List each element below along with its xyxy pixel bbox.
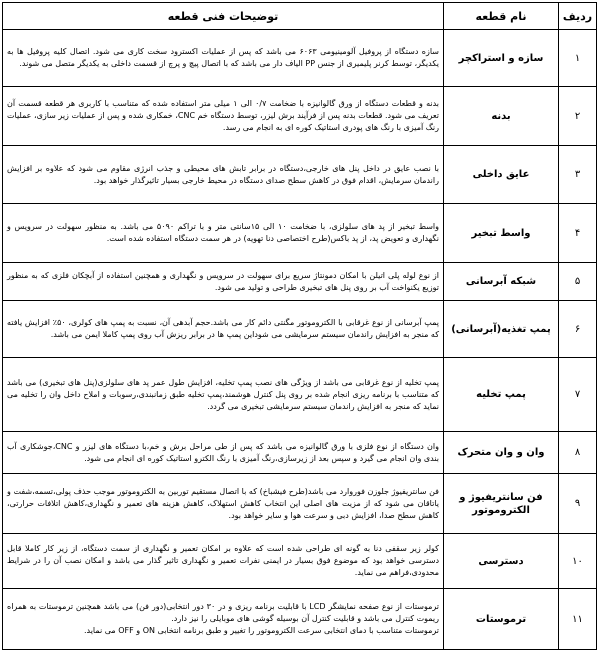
part-description: واسط تبخیر از پد های سلولزی، با ضخامت ۱۰ الی ۱۵سانتی متر و با تراکم ۵۰۹۰ می باشد. به منظور سهولت در سرویس و نگهداری و تعویض پد، از پد باکس(طرح اختصاصی دنا تهویه) در هر سمت دستگاه استفاده شده است. — [3, 204, 444, 263]
spec-table-container — [2, 2, 596, 656]
part-name: شبکه آبرسانی — [444, 263, 559, 301]
table-row — [3, 358, 597, 432]
table-row — [3, 432, 597, 474]
row-number: ۱۱ — [559, 589, 597, 650]
table-row — [3, 263, 597, 301]
row-number: ۶ — [559, 301, 597, 358]
part-description: پمپ تخلیه از نوع غرقابی می باشد از ویژگی های نصب پمپ تخلیه، افزایش طول عمر پد های سلولزی(پنل های تبخیری) می باشد که متناسب با برنامه ریزی انجام شده بر روی پنل کنترل هوشمند،پمپ تخلیه طبق زمانبندی،رسوبات و املاح داخل وان را تخلیه می نماید که منجر به افزایش راندمان سیستم سرمایشی تبخیری می گردد. — [3, 358, 444, 432]
part-description: فن سانتریفیوژ جلوزن فوروارد می باشد(طرح فیشباخ) که با اتصال مستقیم توربین به الکتروموتور موجب حذف پولی،تسمه،شفت و یاتاقان می شود که از مزیت های اصلی این انتخاب کاهش استهلاک، کاهش هزینه های تعمیر و نگهداری،کاهش اتلافات حرارتی، کاهش سطح صدا، افزایش دبی و سرعت هوا و سایر خواهد بود. — [3, 474, 444, 534]
table-row — [3, 30, 597, 87]
row-number: ۱۰ — [559, 534, 597, 589]
table-row — [3, 87, 597, 146]
part-description: وان دستگاه از نوع فلزی با ورق گالوانیزه می باشد که پس از طی مراحل برش و خم،با دستگاه های لیزر و CNC،جوشکاری آب بندی وان انجام می گیرد و سپس بعد از زیرسازی،رنگ آمیزی با رنگ الکترو استاتیک کوره ای انجام می شود. — [3, 432, 444, 474]
row-number: ۴ — [559, 204, 597, 263]
row-number: ۹ — [559, 474, 597, 534]
part-name: بدنه — [444, 87, 559, 146]
part-name: پمپ تغذیه(آبرسانی) — [444, 301, 559, 358]
row-number: ۵ — [559, 263, 597, 301]
table-row — [3, 204, 597, 263]
part-description: از نوع لوله پلی اتیلن با امکان دمونتاژ سریع برای سهولت در سرویس و نگهداری و همچنین استفاده از آبچکان فلزی که به منظور توزیع یکنواخت آب بر روی پنل های تبخیری طراحی و تولید می شود. — [3, 263, 444, 301]
row-number: ۲ — [559, 87, 597, 146]
header-part-name: نام قطعه — [444, 3, 559, 30]
part-description: پمپ آبرسانی از نوع غرقابی با الکتروموتور مگنتی دائم کار می باشد.حجم آبدهی آن، نسبت به پمپ های کولری، ۵۰٪ افزایش یافته که منجر به افزایش راندمان سیستم سرمایشی می شوداین پمپ ها در برابر ریزش آب روی پمپ کاملا ایمن می باشد. — [3, 301, 444, 358]
row-number: ۳ — [559, 146, 597, 204]
part-description: ترموستات از نوع صفحه نمایشگر LCD با قابلیت برنامه ریزی و در ۳۰ دور انتخابی(دور فن) می باشد همچنین ترموستات به همراه ریموت کنترل می باشد و قابلیت کنترل آن بوسیله گوشی های موبایلی را نیز دارد. ترموستات متناسب با دمای انتخابی سرعت الکتروموتور را تغییر و طبق برنامه انتخابی ON و OFF می نماید. — [3, 589, 444, 650]
header-row — [3, 3, 597, 30]
table-row — [3, 589, 597, 650]
table-row — [3, 146, 597, 204]
row-number: ۷ — [559, 358, 597, 432]
part-name: وان و وان متحرک — [444, 432, 559, 474]
header-row-number: ردیف — [559, 3, 597, 30]
table-row — [3, 534, 597, 589]
part-name: پمپ تخلیه — [444, 358, 559, 432]
part-name: ترموستات — [444, 589, 559, 650]
row-number: ۸ — [559, 432, 597, 474]
part-name: سازه و استراکچر — [444, 30, 559, 87]
part-name: واسط تبخیر — [444, 204, 559, 263]
part-name: عایق داخلی — [444, 146, 559, 204]
part-description: با نصب عایق در داخل پنل های خارجی،دستگاه در برابر تابش های محیطی و جذب انرژی مقاوم می شود که علاوه بر افزایش راندمان سرمایش، اقدام فوق در کاهش سطح صدای دستگاه در محیط خارجی بسیار تاثیرگذار خواهد بود. — [3, 146, 444, 204]
part-name: دسترسی — [444, 534, 559, 589]
part-description: سازه دستگاه از پروفیل آلومینیومی ۶۰۶۳ می باشد که پس از عملیات اکسترود سخت کاری می شود. اتصال کلیه پروفیل ها به یکدیگر، توسط کرنر پلیمیری از جنس PP الیاف دار می باشد که با اتصال پیچ و پرچ از قسمت داخلی به یکدیگر متصل می شوند. — [3, 30, 444, 87]
part-description: بدنه و قطعات دستگاه از ورق گالوانیزه با ضخامت ۰/۷ الی ۱ میلی متر استفاده شده که متناسب با کاربری هر قطعه قسمت آن تعریف می شود. قطعات بدنه پس از فرآیند برش لیزر، توسط دستگاه خم CNC، خمکاری شده و پس از عملیات زیر سازی، عملیات رنگ آمیزی با رنگ های پودری استاتیک کوره ای به انجام می رسد. — [3, 87, 444, 146]
table-row — [3, 474, 597, 534]
table-row — [3, 301, 597, 358]
spec-table — [2, 2, 597, 650]
part-name: فن سانتریفیوژ و الکتروموتور — [444, 474, 559, 534]
part-description: کولر زیر سقفی دنا به گونه ای طراحی شده است که علاوه بر امکان تعمیر و نگهداری از سمت دستگاه، از زیر کار کاملا قابل دسترسی خواهد بود که موضوع فوق بسیار در ایمنی نفرات تعمیر و نگهداری تاثیر گذار می باشد و امکان نصب آن را در شرایط محدودی،فراهم می نماید. — [3, 534, 444, 589]
row-number: ۱ — [559, 30, 597, 87]
header-description: توضیحات فنی قطعه — [3, 3, 444, 30]
